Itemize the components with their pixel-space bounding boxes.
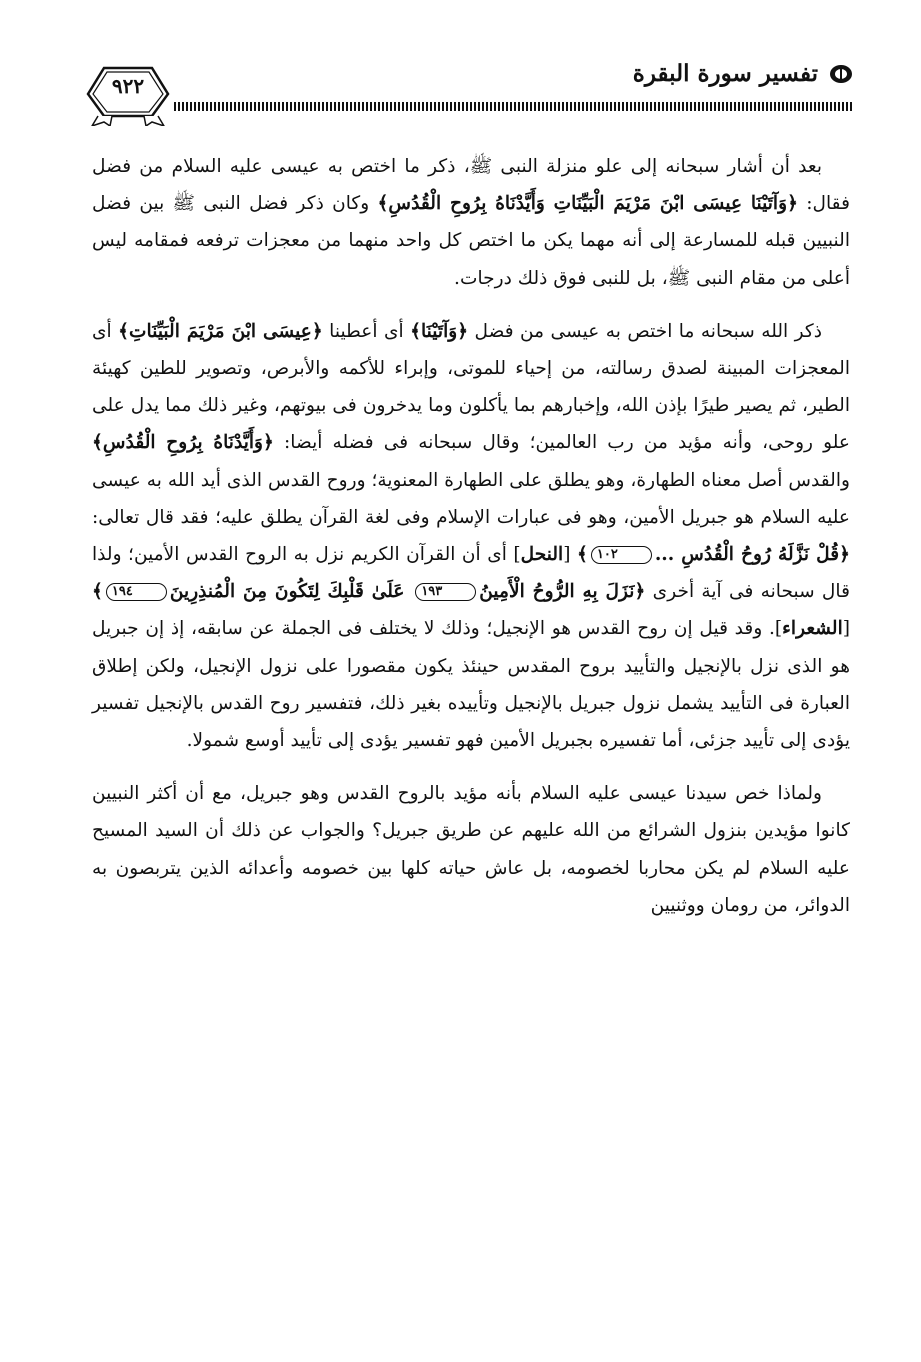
quran-quote: النحل xyxy=(520,544,564,566)
text-run: ] أى أن القرآن الكريم نزل به الروح القدس الأمين؛ ولذا قال سبحانه فى آية أخرى xyxy=(92,544,850,603)
quran-quote: عَلَىٰ قَلْبِكَ لِتَكُونَ مِنَ الْمُنذِرِينَ xyxy=(169,581,413,603)
text-run: بعد أن أشار سبحانه إلى علو منزلة النبى ﷺ، ذكر ما اختص به عيسى عليه السلام من فضل فقال: xyxy=(92,156,850,215)
text-run: ذكر الله سبحانه ما اختص به عيسى من فضل xyxy=(468,320,822,342)
quran-quote: ﴾ xyxy=(92,581,103,603)
paragraph xyxy=(92,148,850,297)
text-run: ]. وقد قيل إن روح القدس هو الإنجيل؛ وذلك لا يختلف فى الجملة عن سابقه، إذ إن جبريل هو الذى نزل بالإنجيل والتأييد بروح المقدس حينئذ يكون مقصورا على نزول الإنجيل، ولكن إطلاق العبارة فى التأييد يشمل نزول جبريل بالإنجيل وتأييده بغير ذلك، فتفسير روح القدس بالإنجيل تفسير يؤدى إلى تأييد جزئى، أما تفسيره بجبريل الأمين فهو تفسير يؤدى إلى تأييد أوسع شمولا. xyxy=(92,618,850,752)
text-run: أى المعجزات المبينة لصدق رسالته، من إحياء للموتى، وإبراء للأكمه والأبرص، وتصوير للطين كهيئة الطير، ثم يصير طيرًا بإذن الله، وإخبارهم بما يأكلون وما يدخرون فى بيوتهم، وغير ذلك مما يدل على علو روحى، وأنه مؤيد من رب العالمين؛ وقال سبحانه فى فضله أيضا: xyxy=(92,320,850,454)
quran-quote: الشعراء xyxy=(782,618,843,640)
text-run: وكان ذكر فضل النبى ﷺ بين فضل النبيين قبله للمسارعة إلى أنه مهما يكن ما اختص كل واحد منهما من معجزات ترفعه فمقامه ليس أعلى من مقام النبى ﷺ، بل للنبى فوق ذلك درجات. xyxy=(92,193,850,289)
page-number-badge xyxy=(82,60,174,126)
quran-quote: ﴿عِيسَى ابْنَ مَرْيَمَ الْبَيِّنَاتِ﴾ xyxy=(118,320,323,342)
running-title-text: تفسير سورة البقرة xyxy=(632,60,818,87)
page-header xyxy=(82,52,854,127)
text-run: ولماذا خص سيدنا عيسى عليه السلام بأنه مؤيد بالروح القدس وهو جبريل، مع أن أكثر النبيين كانوا مؤيدين بنزول الشرائع من الله عليهم عن طريق جبريل؟ والجواب عن ذلك أن السيد المسيح عليه السلام لم يكن محاربا لخصومه، بل عاش حياته كلها بين خصومه وأعدائه الذين يتربصون به الدوائر، من رومان ووثنيين xyxy=(92,783,850,916)
ayah-number-mark: ١٩٣ xyxy=(415,583,476,601)
quran-quote: ﴿وَآتَيْنَا عِيسَى ابْنَ مَرْيَمَ الْبَيِّنَاتِ وَأَيَّدْنَاهُ بِرُوحِ الْقُدُسِ﴾ xyxy=(377,193,798,215)
text-run: [ xyxy=(842,618,850,640)
header-rule xyxy=(174,102,854,111)
quran-quote: ﴾ xyxy=(576,544,588,566)
quran-quote: ﴿وَآتَيْنَا﴾ xyxy=(410,320,469,342)
text-run: [ xyxy=(563,544,577,566)
text-run: والقدس أصل معناه الطهارة، وهو يطلق على الطهارة المعنوية؛ وروح القدس الذى أيد الله به عيسى عليه السلام هو جبريل الأمين، وهو فى عبارات الإسلام وفى لغة القرآن يطلق عليه؛ فقد قال تعالى: xyxy=(92,469,850,528)
quran-quote: ﴿قُلْ نَزَّلَهُ رُوحُ الْقُدُسِ ... xyxy=(654,544,850,566)
body-text xyxy=(92,148,850,924)
page-number: ٩٢٢ xyxy=(111,74,145,98)
quran-quote: ﴿نَزَلَ بِهِ الرُّوحُ الْأَمِينُ xyxy=(479,581,646,603)
ornament-icon xyxy=(828,63,854,85)
running-title xyxy=(633,60,854,87)
ayah-number-mark: ١٩٤ xyxy=(106,583,167,601)
paragraph xyxy=(92,313,850,759)
quran-quote: ﴿وَأَيَّدْنَاهُ بِرُوحِ الْقُدُسِ﴾ xyxy=(92,432,274,454)
paragraph xyxy=(92,775,850,924)
text-run: أى أعطينا xyxy=(322,320,411,342)
ayah-number-mark: ١٠٢ xyxy=(591,546,652,564)
